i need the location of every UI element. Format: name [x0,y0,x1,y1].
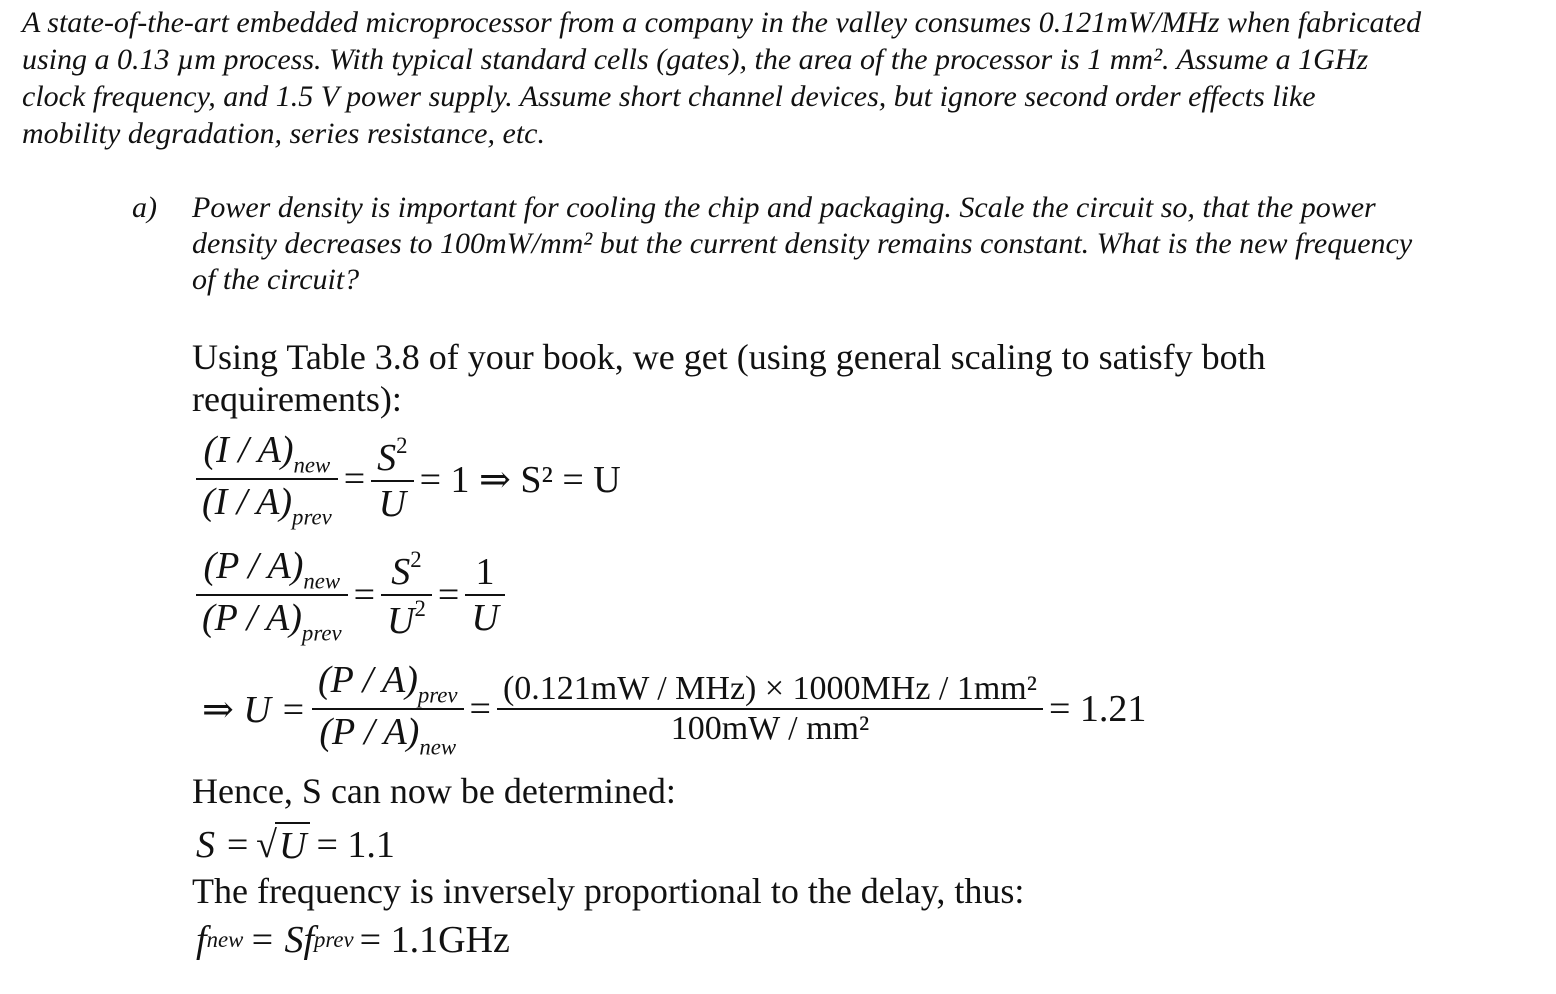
question-label: a) [132,191,157,224]
eq2-mid-den: U [387,600,415,643]
equation-s-value [196,822,401,868]
problem-line-4: mobility degradation, series resistance, etc. [22,117,545,150]
eq3-lhs-fraction [312,658,464,761]
eq5-result: = 1.1GHz [359,919,510,961]
eq2-lhs-num: (P / A) [203,545,304,587]
eq2-rhs-num: 1 [475,551,495,594]
eq3-rhs-fraction [497,670,1043,748]
equation-current-density: $\frac{(I / A)_{new}}{(I / A)_{prev}}$ = $\frac{S^2}{U}$ = 1 ⇒ S² = U [196,428,627,531]
eq2-mid-num-sup: 2 [410,547,422,573]
eq3-lhs-num: (P / A) [317,659,418,701]
eq5-mid: = Sf [249,919,314,961]
frequency-line: The frequency is inversely proportional to the delay, thus: [192,871,1025,911]
eq1-mid-den: U [378,482,407,525]
eq2-mid-fraction [381,547,432,643]
solution-intro-line-1: Using Table 3.8 of your book, we get (using general scaling to satisfy both [192,337,1266,377]
eq3-lhs-den-sub: new [419,734,457,760]
equation-new-frequency [196,918,516,962]
eq3-rhs-den: 100mW / mm² [670,710,870,748]
question-line-2: density decreases to 100mW/mm² but the current density remains constant. What is the new frequency [192,227,1413,260]
eq3-lhs-num-sub: prev [417,682,458,708]
eq3-rhs-num: (0.121mW / MHz) × 1000MHz / 1mm² [502,670,1037,708]
problem-line-3: clock frequency, and 1.5 V power supply. Assume short channel devices, but ignore second order effects like [22,80,1316,113]
eq2-mid-num: S [391,551,411,594]
eq4-lhs: S = [196,824,251,866]
eq1-lhs-num: (I / A) [203,429,294,471]
eq1-lhs-den: (I / A) [202,481,293,524]
eq1-mid-fraction [371,433,413,526]
hence-line: Hence, S can now be determined: [192,771,676,811]
eq2-rhs-fraction [465,550,504,640]
eq3-prefix: ⇒ U = [202,688,306,731]
question-line-1: Power density is important for cooling the chip and packaging. Scale the circuit so, that the power [192,191,1376,224]
eq1-rest: = 1 ⇒ S² = U [419,458,621,501]
eq5-mid-sub: prev [314,927,354,952]
eq2-rhs-den: U [471,597,499,640]
eq1-lhs-den-sub: prev [292,504,332,530]
eq5-f-sub: new [206,927,244,952]
equation-power-density: $\frac{(P / A)_{new}}{(P / A)_{prev}}$ = $\frac{S^2}{U^2}$ = $\frac{1}{U}$ [196,544,505,647]
solution-intro [192,336,1266,420]
problem-statement [22,4,1522,152]
equation-u-value: ⇒ U = $\frac{(P / A)_{prev}}{(P / A)_{new}}$ = $\frac{\text{(0.121mW / MHz) × 1000MHz / 1mm²}}{\text{100mW / mm²}}$ = 1.21 [196,658,1152,761]
eq1-lhs-fraction [196,428,338,531]
sqrt-symbol: √ [256,824,278,866]
eq1-mid-num-sup: 2 [396,432,408,458]
eq2-lhs-fraction [196,544,348,647]
eq2-mid-den-sup: 2 [414,596,426,622]
eq2-lhs-den: (P / A) [202,597,302,640]
eq2-lhs-den-sub: prev [301,620,342,646]
eq4-result: = 1.1 [316,824,395,866]
eq1-lhs-num-sub: new [293,452,331,478]
problem-line-1: A state-of-the-art embedded microprocessor from a company in the valley consumes 0.121mW/MHz when fabricated [22,6,1422,39]
solution-intro-line-2: requirements): [192,379,402,419]
eq2-lhs-num-sub: new [303,568,341,594]
eq3-lhs-den: (P / A) [319,711,420,754]
problem-line-2: using a 0.13 µm process. With typical standard cells (gates), the area of the processor is 1 mm². Assume a 1GHz [22,43,1369,76]
question-line-3: of the circuit? [192,263,360,296]
eq1-mid-num: S [377,436,397,479]
eq5-f: f [196,919,207,961]
eq4-radicand: U [279,825,307,867]
question-text [192,190,1412,298]
eq3-result: = 1.21 [1048,688,1147,731]
